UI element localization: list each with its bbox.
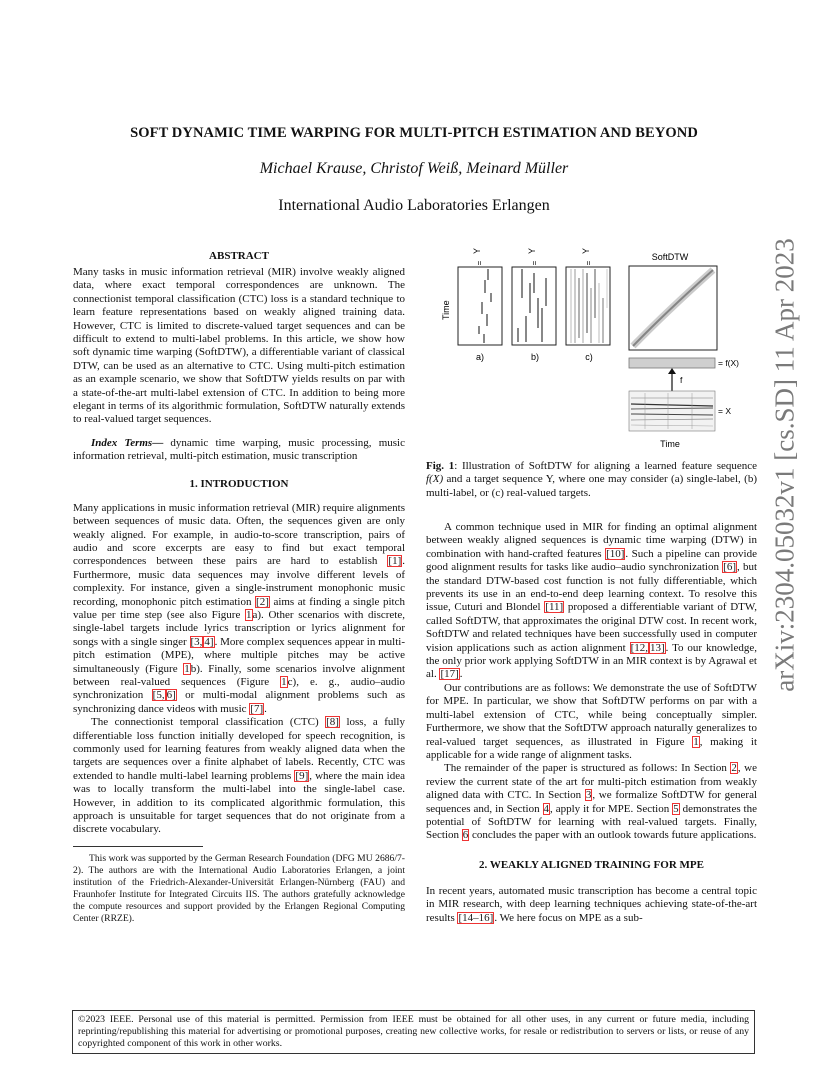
x-label: = X [718,406,731,416]
citation-link[interactable]: 13] [649,641,665,654]
citation-link[interactable]: [9] [295,769,309,782]
citation-link[interactable]: [2] [256,595,269,608]
intro-p2-a: The connectionist temporal classification (CTC) [91,716,326,729]
citation-link[interactable]: 4] [204,635,214,648]
section-2-heading: 2. WEAKLY ALIGNED TRAINING FOR MPE [479,858,704,871]
citation-link[interactable]: [11] [545,601,564,614]
f-label: f [680,375,683,385]
intro-p1-a: Many applications in music information retrieval (MIR) require alignments between sequences of music data. Often, the sequences given are only weakly aligned. For example, in audio-to-score transcription, pairs of audio and score excerpts are easy to find but exact temporal correspondences between these pairs are hard to establish [73,501,405,568]
right-p1-d: proposed a differentiable variant of DTW, called SoftDTW, that approximates the original DTW cost. In recent work, SoftDTW and related techniques have been successfully used in computer vision applications such as action alignment [426,601,757,654]
figure-1-graphic [430,238,750,456]
panel-c-label: c) [585,352,593,362]
right-p3-b: , we review the current state of the art for multi-pitch estimation from weakly aligned data with CTC. In Section [426,762,757,802]
intro-p1-c: aims at finding a single pitch value per time step (see also Figure [73,595,405,621]
citation-link[interactable]: [14–16] [458,911,494,924]
left-column [73,250,405,925]
footnote-rule [73,846,203,847]
figure-link[interactable]: 1 [184,662,190,675]
right-p3-f: concludes the paper with an outlook towards future applications. [469,829,757,842]
right-p1-a: A common technique used in MIR for finding an optimal alignment between weakly aligned sequences is dynamic time warping (DTW) in combination with hand-crafted features [426,521,757,560]
panel-a-label: a) [475,352,485,362]
figure-1 [430,238,750,456]
intro-p1-d: a). Other scenarios with discrete, single-label targets include lyrics transcription or lyrics alignment for songs with a single singer [73,608,405,648]
f-arrow [668,368,676,391]
panel-a-plot [458,267,502,345]
intro-paragraph-1 [73,502,405,717]
right-p3-c: , we formalize SoftDTW for general sequences and, in Section [426,789,758,815]
citation-link[interactable]: [17] [440,668,459,681]
section-link[interactable]: 6 [462,829,469,842]
intro-p2-c: , where the main idea was to locally transform the multi-label into the single-label case. However, in addition to its complicated algorithmic formulation, this approach is unsuitable for target sequences that do not originate from a discrete vocabulary. [73,769,405,836]
abstract-heading: ABSTRACT [209,250,269,262]
section-2-paragraph-1 [426,885,757,925]
right-p1-f: . [459,668,463,681]
citation-link[interactable]: [10] [606,547,625,560]
fx-feature-bar [629,358,715,368]
arxiv-stamp [770,225,800,705]
eq-sign-b: = [530,260,539,266]
figure-link[interactable]: 1 [246,608,252,621]
right-paragraph-3 [426,762,757,842]
y-label-a: Y [472,247,482,254]
intro-p1-f: b). Finally, some scenarios involve alignment between real-valued sequences (Figure [73,662,406,688]
section-link[interactable]: 3 [585,789,592,802]
y-label-b: Y [527,247,537,254]
intro-p1-i: . [264,702,267,715]
figure-caption-b: and a target sequence Y, where one may consider (a) single-label, (b) multi-label, or (c) real-valued targets. [426,473,757,499]
sec2-p1-a: In recent years, automated music transcription has become a central topic in MIR research, with deep learning techniques achieving state-of-the-art results [426,884,757,924]
citation-link[interactable]: [8] [326,716,339,729]
footnote: This work was supported by the German Research Foundation (DFG MU 2686/7-2). The authors are with the International Audio Laboratories Erlangen, a joint institution of the Friedrich-Alexander-Universität Erlangen-Nürnberg (FAU) and Fraunhofer Institute for Integrated Circuits IIS. The authors gratefully acknowledge the compute resources and support provided by the Erlangen Regional Computing Center (RRZE). [73,852,405,924]
softdtw-label: SoftDTW [651,252,689,262]
right-p3-d: , apply it for MPE. Section [550,802,673,815]
intro-p1-b: . Furthermore, music data sequences may involve different levels of complexity. For instance, given a single-instrument monophonic music recording, monophonic pitch estimation [73,555,405,608]
right-p1-e: . To our knowledge, the only prior work applying SoftDTW in an MIR context is by Agrawal et al. [426,641,757,681]
intro-heading: 1. INTRODUCTION [189,477,289,490]
citation-link[interactable]: [12, [630,641,648,654]
right-p3-a: The remainder of the paper is structured as follows: In Section [444,762,731,775]
citation-link[interactable]: [1] [388,555,402,568]
figure-link[interactable]: 1 [693,735,699,748]
right-p3-e: demonstrates the potential of SoftDTW for learning with real-valued targets. Finally, Section [426,802,757,842]
index-terms-dash: — [152,436,164,449]
citation-link[interactable]: [7] [250,702,264,715]
y-label-c: Y [581,247,591,254]
figure-caption-math: f(X) [426,473,444,486]
paper-title: SOFT DYNAMIC TIME WARPING FOR MULTI-PITCH ESTIMATION AND BEYOND [130,125,698,141]
right-paragraph-2 [426,682,757,762]
paper-affiliation: International Audio Laboratories Erlangen [278,197,550,214]
figure-caption-label: Fig. 1 [426,460,455,472]
citation-link[interactable]: [5, [152,689,165,702]
figure-link[interactable]: 1 [281,675,287,688]
figure-caption-a: : Illustration of SoftDTW for aligning a learned feature sequence [454,460,758,472]
right-p1-b: . Such a pipeline can provide good alignment results for tasks like audio–audio synchronization [426,547,757,574]
paper-authors: Michael Krause, Christof Weiß, Meinard Müller [259,160,569,177]
index-terms [73,437,405,464]
arxiv-stamp-text: arXiv:2304.05032v1 [cs.SD] 11 Apr 2023 [769,238,800,692]
abstract-text: Many tasks in music information retrieval (MIR) involve weakly aligned data, where exact temporal correspondences are unknown. The connectionist temporal classification (CTC) loss is a standard technique to learn feature representations based on weakly aligned training data. However, CTC is limited to discrete-valued target sequences and can be difficult to extend to multi-label problems. In this article, we show how soft dynamic time warping (SoftDTW), a differentiable variant of classical DTW, can be used as an alternative to CTC. Using multi-pitch estimation as an example scenario, we show that SoftDTW yields results on par with a state-of-the-art multi-label extension of CTC. In addition to being more elegant in terms of its algorithmic formulation, SoftDTW naturally extends to real-valued target sequences. [73,266,405,426]
figure-caption [426,460,757,500]
intro-p1-e: . More complex sequences appear in multi-pitch estimation (MPE), where multiple pitches may be active simultaneously (Figure [73,635,405,675]
right-p2-end: , making it applicable for a wide range of alignment tasks. [426,735,758,761]
time-axis-label: Time [441,300,451,320]
citation-link[interactable]: [3, [190,635,203,648]
section-link[interactable]: 5 [673,802,679,815]
x-spectrogram [629,391,715,431]
eq-sign-c: = [584,260,593,266]
sec2-p1-b: . We here focus on MPE as a sub- [494,911,643,924]
right-column [426,521,757,925]
right-paragraph-1 [426,521,757,682]
citation-link[interactable]: [6] [723,561,736,574]
index-terms-label: Index Terms [91,436,153,449]
intro-p1-g: c), e. g., audio–audio synchronization [73,675,406,702]
panel-b-label: b) [530,352,540,362]
eq-sign-a: = [475,260,484,266]
intro-paragraph-2 [73,716,405,837]
panel-b-plot [512,267,556,345]
fx-label: = f(X) [718,358,740,368]
section-link[interactable]: 2 [731,762,737,775]
right-p1-c: , but the standard DTW-based cost function is not fully differentiable, which prevents its use in an end-to-end deep learning context. To resolve this issue, Cuturi and Blondel [426,561,757,614]
panel-c-plot [566,267,610,345]
copyright-notice: ©2023 IEEE. Personal use of this material is permitted. Permission from IEEE must be obtained for all other uses, in any current or future media, including reprinting/republishing this material for advertising or promotional purposes, creating new collective works, for resale or redistribution to servers or lists, or reuse of any copyrighted component of this work in other works. [72,1010,755,1054]
intro-p2-b: loss, a fully differentiable loss function initially developed for speech recognition, is commonly used for learning features from weakly aligned data when the targets are sequences over a finite alphabet of labels. Recently, CTC was extended to handle multi-label learning problems [73,716,405,782]
index-terms-text: dynamic time warping, music processing, music information retrieval, multi-pitch estimation, music transcription [73,436,405,463]
right-p2: Our contributions are as follows: We demonstrate the use of SoftDTW for MPE. In particular, we show that SoftDTW performs on par with a multi-label extension of CTC, while being conceptually simpler. Furthermore, we show that the SoftDTW approach naturally generalizes to real-valued target sequences, as illustrated in Figure [426,681,757,748]
section-link[interactable]: 4 [543,802,550,815]
softdtw-matrix [629,266,717,350]
citation-link[interactable]: 6] [166,689,176,702]
intro-p1-h: or multi-modal alignment problems such as synchronizing dance videos with music [73,689,405,715]
time-bottom-label: Time [660,439,680,449]
